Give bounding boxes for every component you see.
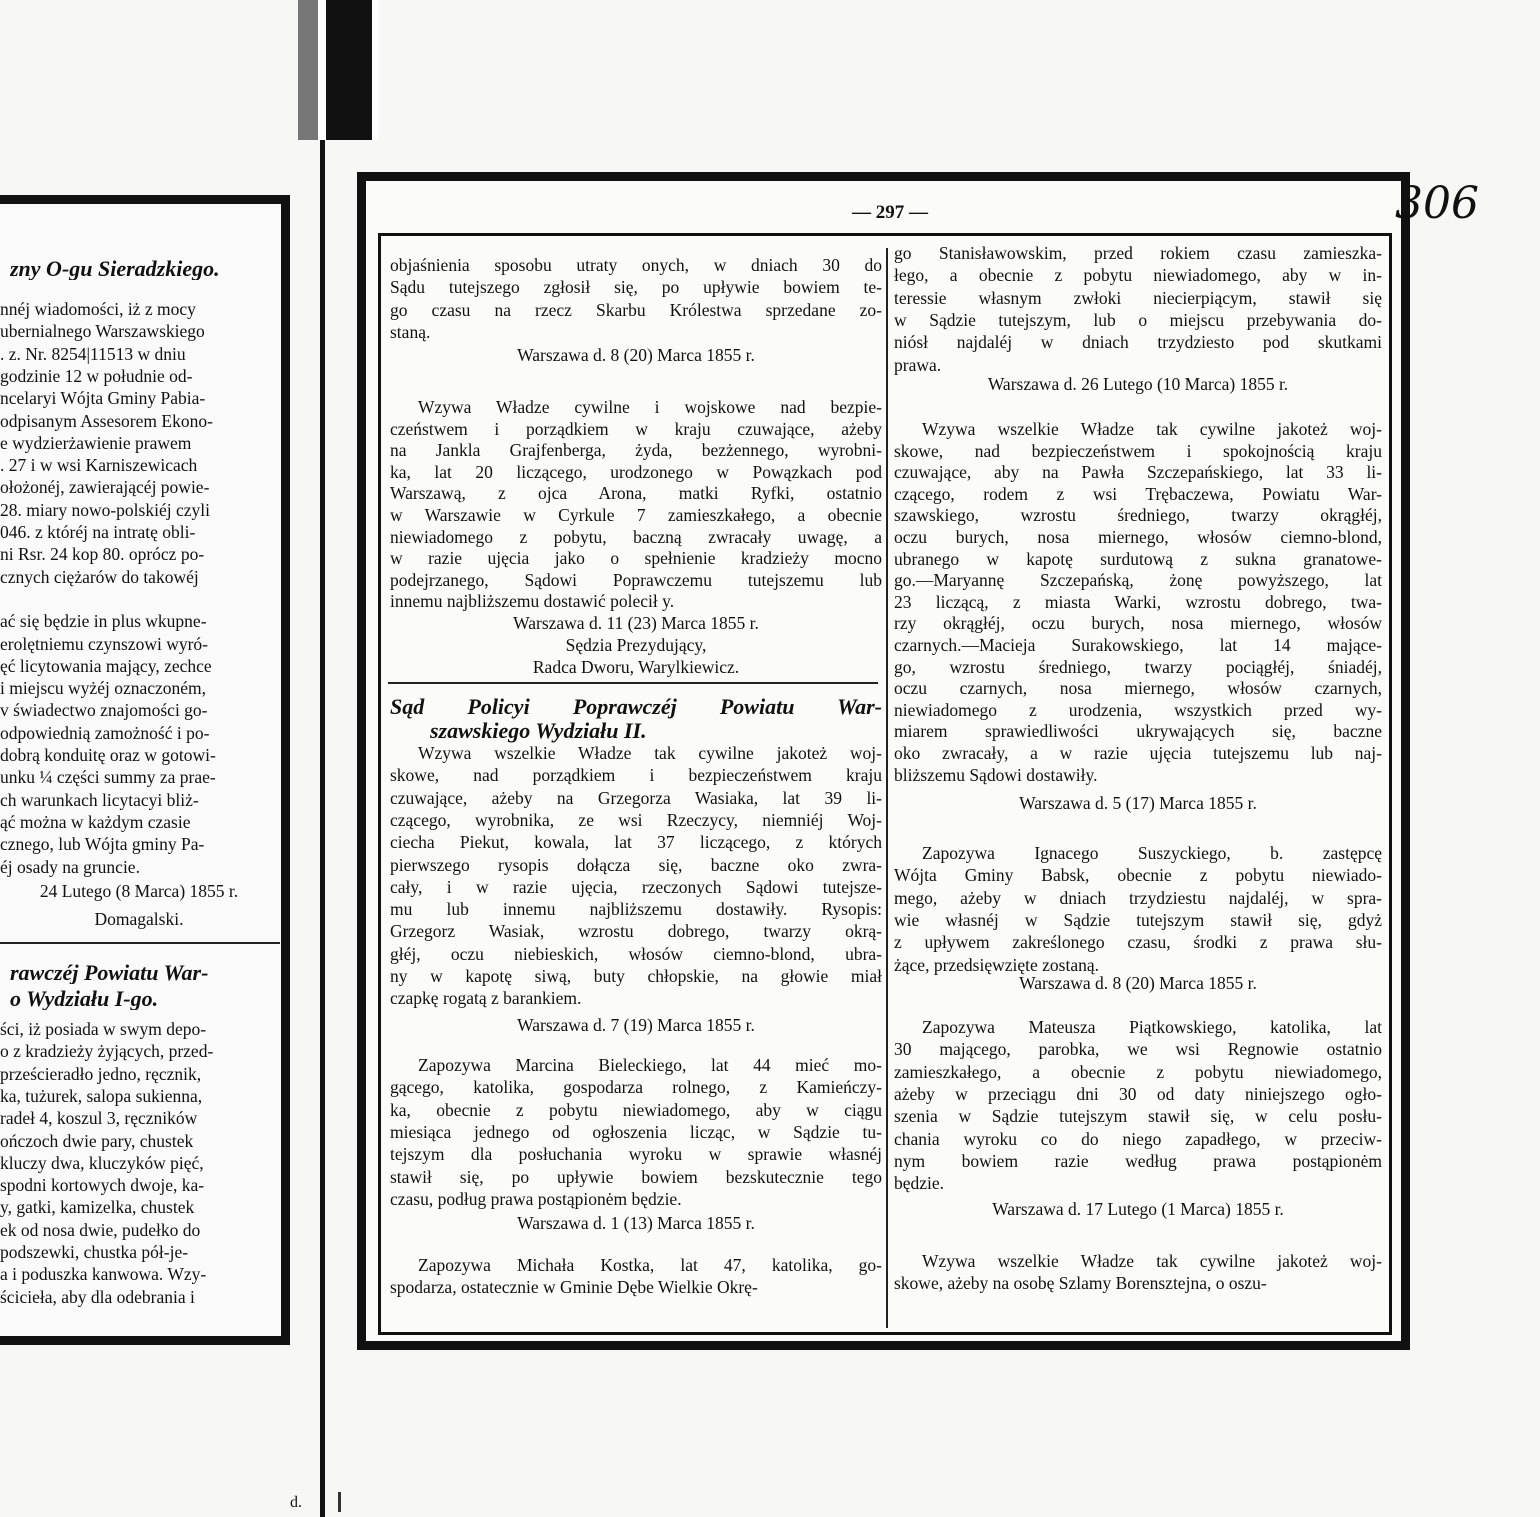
text-line: Warszawą, z ojca Arona, matki Ryfki, ostatnio <box>390 483 882 504</box>
text-line: w Warszawie w Cyrkule 7 zamieszkałego, a obecnie <box>390 505 882 525</box>
text-line: a i poduszka kanwowa. Wzy- <box>0 1264 207 1285</box>
text-line: o z kradzieży żyjących, przed- <box>0 1041 214 1062</box>
mid-block-4-date: Warszawa d. 1 (13) Marca 1855 r. <box>517 1213 755 1233</box>
text-line: ka, lat 20 liczącego, urodzonego w Powązkach pod <box>390 461 882 482</box>
text-line: stawił się, po upływie bowiem bezskutecznie tego <box>390 1166 882 1187</box>
bottom-mark: d. <box>290 1494 302 1511</box>
column-divider <box>886 248 888 1328</box>
right-block-3-date: Warszawa d. 8 (20) Marca 1855 r. <box>1019 973 1257 993</box>
right-block-2-date: Warszawa d. 5 (17) Marca 1855 r. <box>1019 793 1257 813</box>
text-line: . z. Nr. 8254|11513 w dniu <box>0 343 186 364</box>
text-line: Wójta Gminy Babsk, obecnie z pobytu niewiado- <box>894 865 1382 886</box>
text-line: y, gatki, kamizelka, chustek <box>0 1197 195 1218</box>
text-line: ści, iż posiada w swym depo- <box>0 1019 207 1039</box>
text-line: gącego, katolika, gospodarza rolnego, z Kamieńczy- <box>390 1077 882 1098</box>
text-line: głéj, oczu niebieskich, włosów ciemno-blond, ubra- <box>390 943 882 964</box>
text-line: staną. <box>390 321 431 342</box>
text-line: szawskiego, wzrostu średniego, twarzy okrągłéj, <box>894 505 1382 526</box>
text-line: rzy okrągłéj, oczu burych, nosa miernego, włosów <box>894 613 1382 634</box>
mid-block-2-sign2: Radca Dworu, Warylkiewicz. <box>532 657 740 677</box>
mid-block-2-date: Warszawa d. 11 (23) Marca 1855 r. <box>513 613 759 633</box>
text-line: miarem sprawiedliwości ukrywających się, baczne <box>894 721 1382 742</box>
mid-block-2-sign1: Sędzia Prezydujący, <box>565 635 707 655</box>
text-line: go.—Maryannę Szczepańską, żonę powyższego, lat <box>894 570 1382 591</box>
text-line: ąć można w każdym czasie <box>0 811 191 832</box>
left-heading2-line1: rawczéj Powiatu War- <box>10 962 209 984</box>
text-line: cznych ciężarów do takowéj <box>0 566 199 587</box>
text-line: ścicieła, aby dla odebrania i <box>0 1286 195 1307</box>
text-line: czącego, rodem z wsi Trębaczewa, Powiatu War- <box>894 483 1382 504</box>
text-line: Wzywa wszelkie Władze tak cywilne jakoteż woj- <box>418 743 882 763</box>
text-line: niewiadomego z pobytu, baczną zwracały uwagę, a <box>390 526 882 547</box>
text-line: ka, tużurek, salopa sukienna, <box>0 1085 203 1106</box>
text-line: cznego, lub Wójta gminy Pa- <box>0 834 205 855</box>
text-line: Wzywa wszelkie Władze tak cywilne jakoteż woj- <box>922 419 1382 439</box>
text-line: go, wzrostu średniego, twarzy pociągłéj, śniadéj, <box>894 656 1382 677</box>
text-line: 28. miary nowo-polskiéj czyli <box>0 499 210 520</box>
page-number: — 297 — <box>852 202 928 223</box>
text-line: czapkę rogatą z barankiem. <box>390 988 582 1009</box>
handwritten-folio-number: 306 <box>1395 178 1479 229</box>
left-page-column <box>0 258 278 1308</box>
text-line: będzie. <box>894 1173 945 1194</box>
text-line: mu lub innemu najbliższemu dostawiły. Rysopis: <box>390 899 882 920</box>
text-line: ażeby w przeciągu dni 30 od daty niniejszego ogło- <box>894 1083 1382 1104</box>
text-line: prześcieradło jedno, ręcznik, <box>0 1063 202 1084</box>
text-line: ubranego w kapotę surdutową z sukna granatowe- <box>894 548 1382 569</box>
text-line: dobrą konduitę oraz w gotowi- <box>0 745 216 765</box>
text-line: v świadectwo znajomości go- <box>0 700 208 721</box>
text-line: skowe, ażeby na osobę Szlamy Borensztejna, o oszu- <box>894 1273 1267 1294</box>
text-line: oczu czarnych, nosa miernego, włosów czarnych, <box>894 678 1382 699</box>
text-line: pierwszego rysopis dołącza się, baczne oko zwra- <box>390 854 882 875</box>
text-line: go czasu na rzecz Skarbu Królestwa sprzedane zo- <box>390 299 882 320</box>
text-line: nnéj wiadomości, iż z mocy <box>0 299 196 319</box>
text-line: łego, a obecnie z pobytu niewiadomego, aby w in- <box>894 265 1382 286</box>
mid-block-1-date: Warszawa d. 8 (20) Marca 1855 r. <box>517 345 755 365</box>
text-line: oczu burych, nosa miernego, włosów ciemno-blond, <box>894 527 1382 547</box>
court-heading-line2: szawskiego Wydziału II. <box>430 718 647 743</box>
text-line: spodarza, ostatecznie w Gminie Dębe Wielkie Okrę- <box>390 1277 758 1298</box>
text-line: tejszym dla posłuchania wyroku w sprawie własnéj <box>390 1144 882 1165</box>
text-line: e wydzierżawienie prawem <box>0 432 192 453</box>
text-line: czarnych.—Macieja Surakowskiego, lat 14 mające- <box>894 635 1382 655</box>
text-line: w razie ujęcia jako o spełnienie kradzieży mocno <box>390 548 882 569</box>
text-line: Zapozywa Marcina Bieleckiego, lat 44 mieć mo- <box>418 1055 882 1075</box>
text-line: skowe, nad porządkiem i bezpieczeństwem kraju <box>390 765 882 786</box>
text-line: go Stanisławowskim, przed rokiem czasu zamieszka- <box>894 243 1382 263</box>
text-line <box>0 588 278 610</box>
text-line: i miejscu wyżéj oznaczoném, <box>0 678 207 699</box>
text-line: mego, ażeby w dniach trzydziestu najdaléj, w spra- <box>894 887 1382 908</box>
text-line: podejrzanego, Sądowi Poprawczemu tutejszemu lub <box>390 569 882 590</box>
left-heading: zny O-gu Sieradzkiego. <box>10 258 220 280</box>
text-line: erolętniemu czynszowi wyró- <box>0 633 208 654</box>
text-line: ny w kapotę siwą, buty chłopskie, na głowie miał <box>390 966 882 986</box>
text-line: ch warunkach licytacyi bliż- <box>0 789 199 810</box>
section-rule-middle <box>388 682 878 684</box>
text-line: wie własnéj w Sądzie tutejszym stawił się, gdyż <box>894 909 1382 930</box>
text-line: z upływem zakreślonego czasu, środki z prawa słu- <box>894 932 1382 953</box>
book-spine-shadow <box>298 0 378 140</box>
text-line: unku ¼ części summy za prae- <box>0 767 216 788</box>
text-line: kluczy dwa, kluczyków pięć, <box>0 1152 204 1173</box>
text-line: czącego, wyrobnika, ze wsi Rzeczycy, niemniéj Woj- <box>390 809 882 830</box>
right-block-4-date: Warszawa d. 17 Lutego (1 Marca) 1855 r. <box>992 1199 1284 1219</box>
text-line: ać się będzie in plus wkupne- <box>0 611 207 632</box>
text-line: odpisanym Assesorem Ekono- <box>0 410 213 431</box>
text-line: w Sądzie tutejszym, lub o miejscu przebywania do- <box>894 309 1382 330</box>
text-line: teressie własnym zwłoki niecierpiącym, stawił się <box>894 287 1382 308</box>
mid-block-3-date: Warszawa d. 7 (19) Marca 1855 r. <box>517 1015 755 1035</box>
text-line: 23 liczącą, z miasta Warki, wzrostu dobrego, twa- <box>894 591 1382 612</box>
text-line: ołożonéj, zawierającéj powie- <box>0 477 210 498</box>
text-line: éj osady na gruncie. <box>0 856 140 877</box>
text-line: szenia w Sądzie tutejszym stawił się, w celu posłu- <box>894 1106 1382 1127</box>
text-line: skowe, nad bezpieczeństwem i spokojnością kraju <box>894 440 1382 461</box>
text-line: oko zwracały, a w razie ujęcia tutejszemu lub naj- <box>894 743 1382 763</box>
text-line: bliższemu Sądowi dostawiły. <box>894 764 1098 785</box>
text-line: miesiąca jednego od ogłoszenia licząc, w Sądzie tu- <box>390 1121 882 1142</box>
text-line: ubernialnego Warszawskiego <box>0 321 205 342</box>
text-line: niósł najdaléj w dniach trzydziesto pod skutkami <box>894 332 1382 353</box>
text-line: zamieszkałego, a obecnie z pobytu niewiadomego, <box>894 1061 1382 1082</box>
text-line: 046. z któréj na intratę obli- <box>0 522 196 542</box>
text-line: ncelaryi Wójta Gminy Pabia- <box>0 388 206 409</box>
text-line: czuwające, ażeby na Grzegorza Wasiaka, lat 39 li- <box>390 787 882 808</box>
text-line: Wzywa Władze cywilne i wojskowe nad bezpie- <box>418 397 882 417</box>
text-line: czasu, podług prawa postąpionėm będzie. <box>390 1188 682 1209</box>
text-line: odpowiednią zamożność i po- <box>0 722 210 743</box>
text-line: 30 mającego, parobka, we wsi Regnowie ostatnio <box>894 1039 1382 1060</box>
right-block-1-date: Warszawa d. 26 Lutego (10 Marca) 1855 r. <box>987 374 1289 394</box>
text-line: żące, przedsięwzięte zostaną. <box>894 954 1100 975</box>
text-line: ciecha Piekut, kowala, lat 37 liczącego, z których <box>390 832 882 853</box>
gutter-line <box>320 140 325 1517</box>
text-line: radeł 4, koszul 3, ręczników <box>0 1108 198 1129</box>
text-line: Zapozywa Ignacego Suszyckiego, b. zastępcę <box>922 843 1382 863</box>
text-line: czuwające, aby na Pawła Szczepańskiego, lat 33 li- <box>894 462 1382 483</box>
text-line: ęć licytowania mający, zechce <box>0 655 212 676</box>
text-line: niewiadomego z urodzenia, wszystkich przed wy- <box>894 699 1382 720</box>
text-line: innemu najbliższemu dostawić polecił y. <box>390 591 675 612</box>
text-line: Grzegorz Wasiak, wzrostu dobrego, twarzy okrą- <box>390 921 882 942</box>
text-line: objaśnienia sposobu utraty onych, w dniach 30 do <box>390 255 882 275</box>
text-line: ończoch dwie pary, chustek <box>0 1130 194 1151</box>
text-line: spodni kortowych dwoje, ka- <box>0 1175 205 1196</box>
bottom-tick <box>338 1492 341 1512</box>
text-line: . 27 i w wsi Karniszewicach <box>0 455 198 476</box>
text-line: czeństwem i porządkiem w kraju czuwające, ażeby <box>390 418 882 439</box>
left-signature: Domagalski. <box>94 909 184 929</box>
text-line: Sądu tutejszego zgłosił się, po upływie bowiem te- <box>390 277 882 298</box>
text-line: na Jankla Grajfenberga, żyda, bezżennego, wyrobni- <box>390 440 882 461</box>
text-line: Wzywa wszelkie Władze tak cywilne jakoteż woj- <box>922 1251 1382 1271</box>
text-line: cały, i w razie ujęcia, rzeczonych Sądowi tutejsze- <box>390 876 882 897</box>
text-line: ka, obecnie z pobytu niewiadomego, aby w ciągu <box>390 1099 882 1120</box>
court-heading-line1: Sąd Policyi Poprawczéj Powiatu War- <box>390 694 882 719</box>
text-line: nym bowiem razie według prawa postąpionėm <box>894 1150 1382 1171</box>
text-line: podszewki, chustka pół-je- <box>0 1242 189 1262</box>
text-line: prawa. <box>894 354 942 375</box>
text-line: chania wyroku co do niego zapadłego, w przeciw- <box>894 1128 1382 1149</box>
text-line: ek od nosa dwie, pudełko do <box>0 1219 201 1240</box>
text-line: ni Rsr. 24 kop 80. oprócz po- <box>0 544 205 565</box>
left-date: 24 Lutego (8 Marca) 1855 r. <box>39 881 239 901</box>
text-line: godzinie 12 w południe od- <box>0 365 193 386</box>
left-heading2-line2: o Wydziału I-go. <box>10 988 159 1010</box>
text-line: Zapozywa Mateusza Piątkowskiego, katolika, lat <box>922 1017 1382 1037</box>
text-line: Zapozywa Michała Kostka, lat 47, katolika, go- <box>418 1255 882 1275</box>
